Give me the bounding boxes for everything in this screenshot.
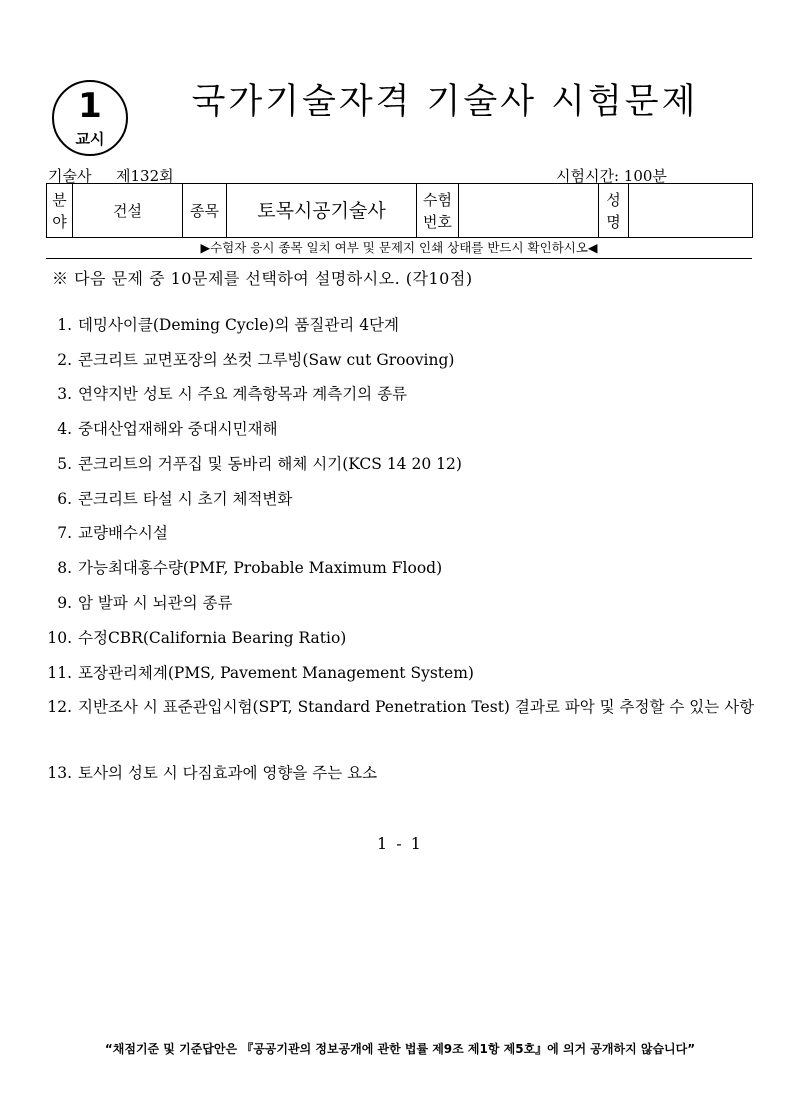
exam-category: 기술사 xyxy=(48,167,92,185)
divider xyxy=(46,258,752,259)
question-text: 콘크리트의 거푸집 및 동바리 해체 시기(KCS 14 20 12) xyxy=(78,455,462,473)
question-number: 6. xyxy=(57,490,72,508)
question-text: 콘크리트 타설 시 초기 체적변화 xyxy=(78,490,293,508)
question-text: 데밍사이클(Deming Cycle)의 품질관리 4단계 xyxy=(78,316,400,334)
question-text: 지반조사 시 표준관입시험(SPT, Standard Penetration Test) 결과로 파악 및 추정할 수 있는 사항 xyxy=(78,698,755,716)
question-text: 수정CBR(California Bearing Ratio) xyxy=(78,629,347,647)
question-number: 10. xyxy=(47,629,72,647)
question-number: 7. xyxy=(57,524,72,542)
exam-number-label: 수험 번호 xyxy=(417,184,459,238)
session-number: 1 xyxy=(78,86,102,126)
check-notice: ▶수험자 응시 종목 일치 여부 및 문제지 인쇄 상태를 반드시 확인하시오◀ xyxy=(200,240,598,255)
footer-disclaimer: “채점기준 및 기준답안은 『공공기관의 정보공개에 관한 법률 제9조 제1항 제5호』에 의거 공개하지 않습니다” xyxy=(104,1042,696,1056)
page-number: 1 - 1 xyxy=(377,834,423,853)
question-number: 5. xyxy=(57,455,72,473)
type-label: 종목 xyxy=(183,184,227,238)
type-value: 토목시공기술사 xyxy=(227,184,417,238)
exam-info-table xyxy=(46,183,753,238)
exam-number-field[interactable] xyxy=(459,184,599,238)
instruction: ※ 다음 문제 중 10문제를 선택하여 설명하시오. (각10점) xyxy=(52,269,473,288)
session-badge xyxy=(52,80,128,156)
question-text: 포장관리체계(PMS, Pavement Management System) xyxy=(78,664,474,682)
page-title: 국가기술자격 기술사 시험문제 xyxy=(191,82,699,122)
field-label: 분 야 xyxy=(47,184,73,238)
question-text: 교량배수시설 xyxy=(78,524,168,542)
exam-round: 제132회 xyxy=(116,167,174,185)
question-text: 중대산업재해와 중대시민재해 xyxy=(78,420,278,438)
question-number: 13. xyxy=(47,764,72,782)
question-number: 9. xyxy=(57,594,72,612)
question-number: 8. xyxy=(57,559,72,577)
question-number: 1. xyxy=(57,316,72,334)
question-text: 가능최대홍수량(PMF, Probable Maximum Flood) xyxy=(78,559,443,577)
name-label: 성 명 xyxy=(599,184,629,238)
exam-time: 시험시간: 100분 xyxy=(556,167,667,185)
name-field[interactable] xyxy=(629,184,753,238)
question-text: 토사의 성토 시 다짐효과에 영향을 주는 요소 xyxy=(78,764,378,782)
session-label: 교시 xyxy=(75,130,105,148)
question-number: 11. xyxy=(47,664,72,682)
question-text: 연약지반 성토 시 주요 계측항목과 계측기의 종류 xyxy=(78,385,408,403)
question-text: 콘크리트 교면포장의 쏘컷 그루빙(Saw cut Grooving) xyxy=(78,351,455,369)
question-number: 2. xyxy=(57,351,72,369)
question-number: 3. xyxy=(57,385,72,403)
question-text: 암 발파 시 뇌관의 종류 xyxy=(78,594,233,612)
question-number: 12. xyxy=(47,698,72,716)
field-value: 건설 xyxy=(73,184,183,238)
question-number: 4. xyxy=(57,420,72,438)
